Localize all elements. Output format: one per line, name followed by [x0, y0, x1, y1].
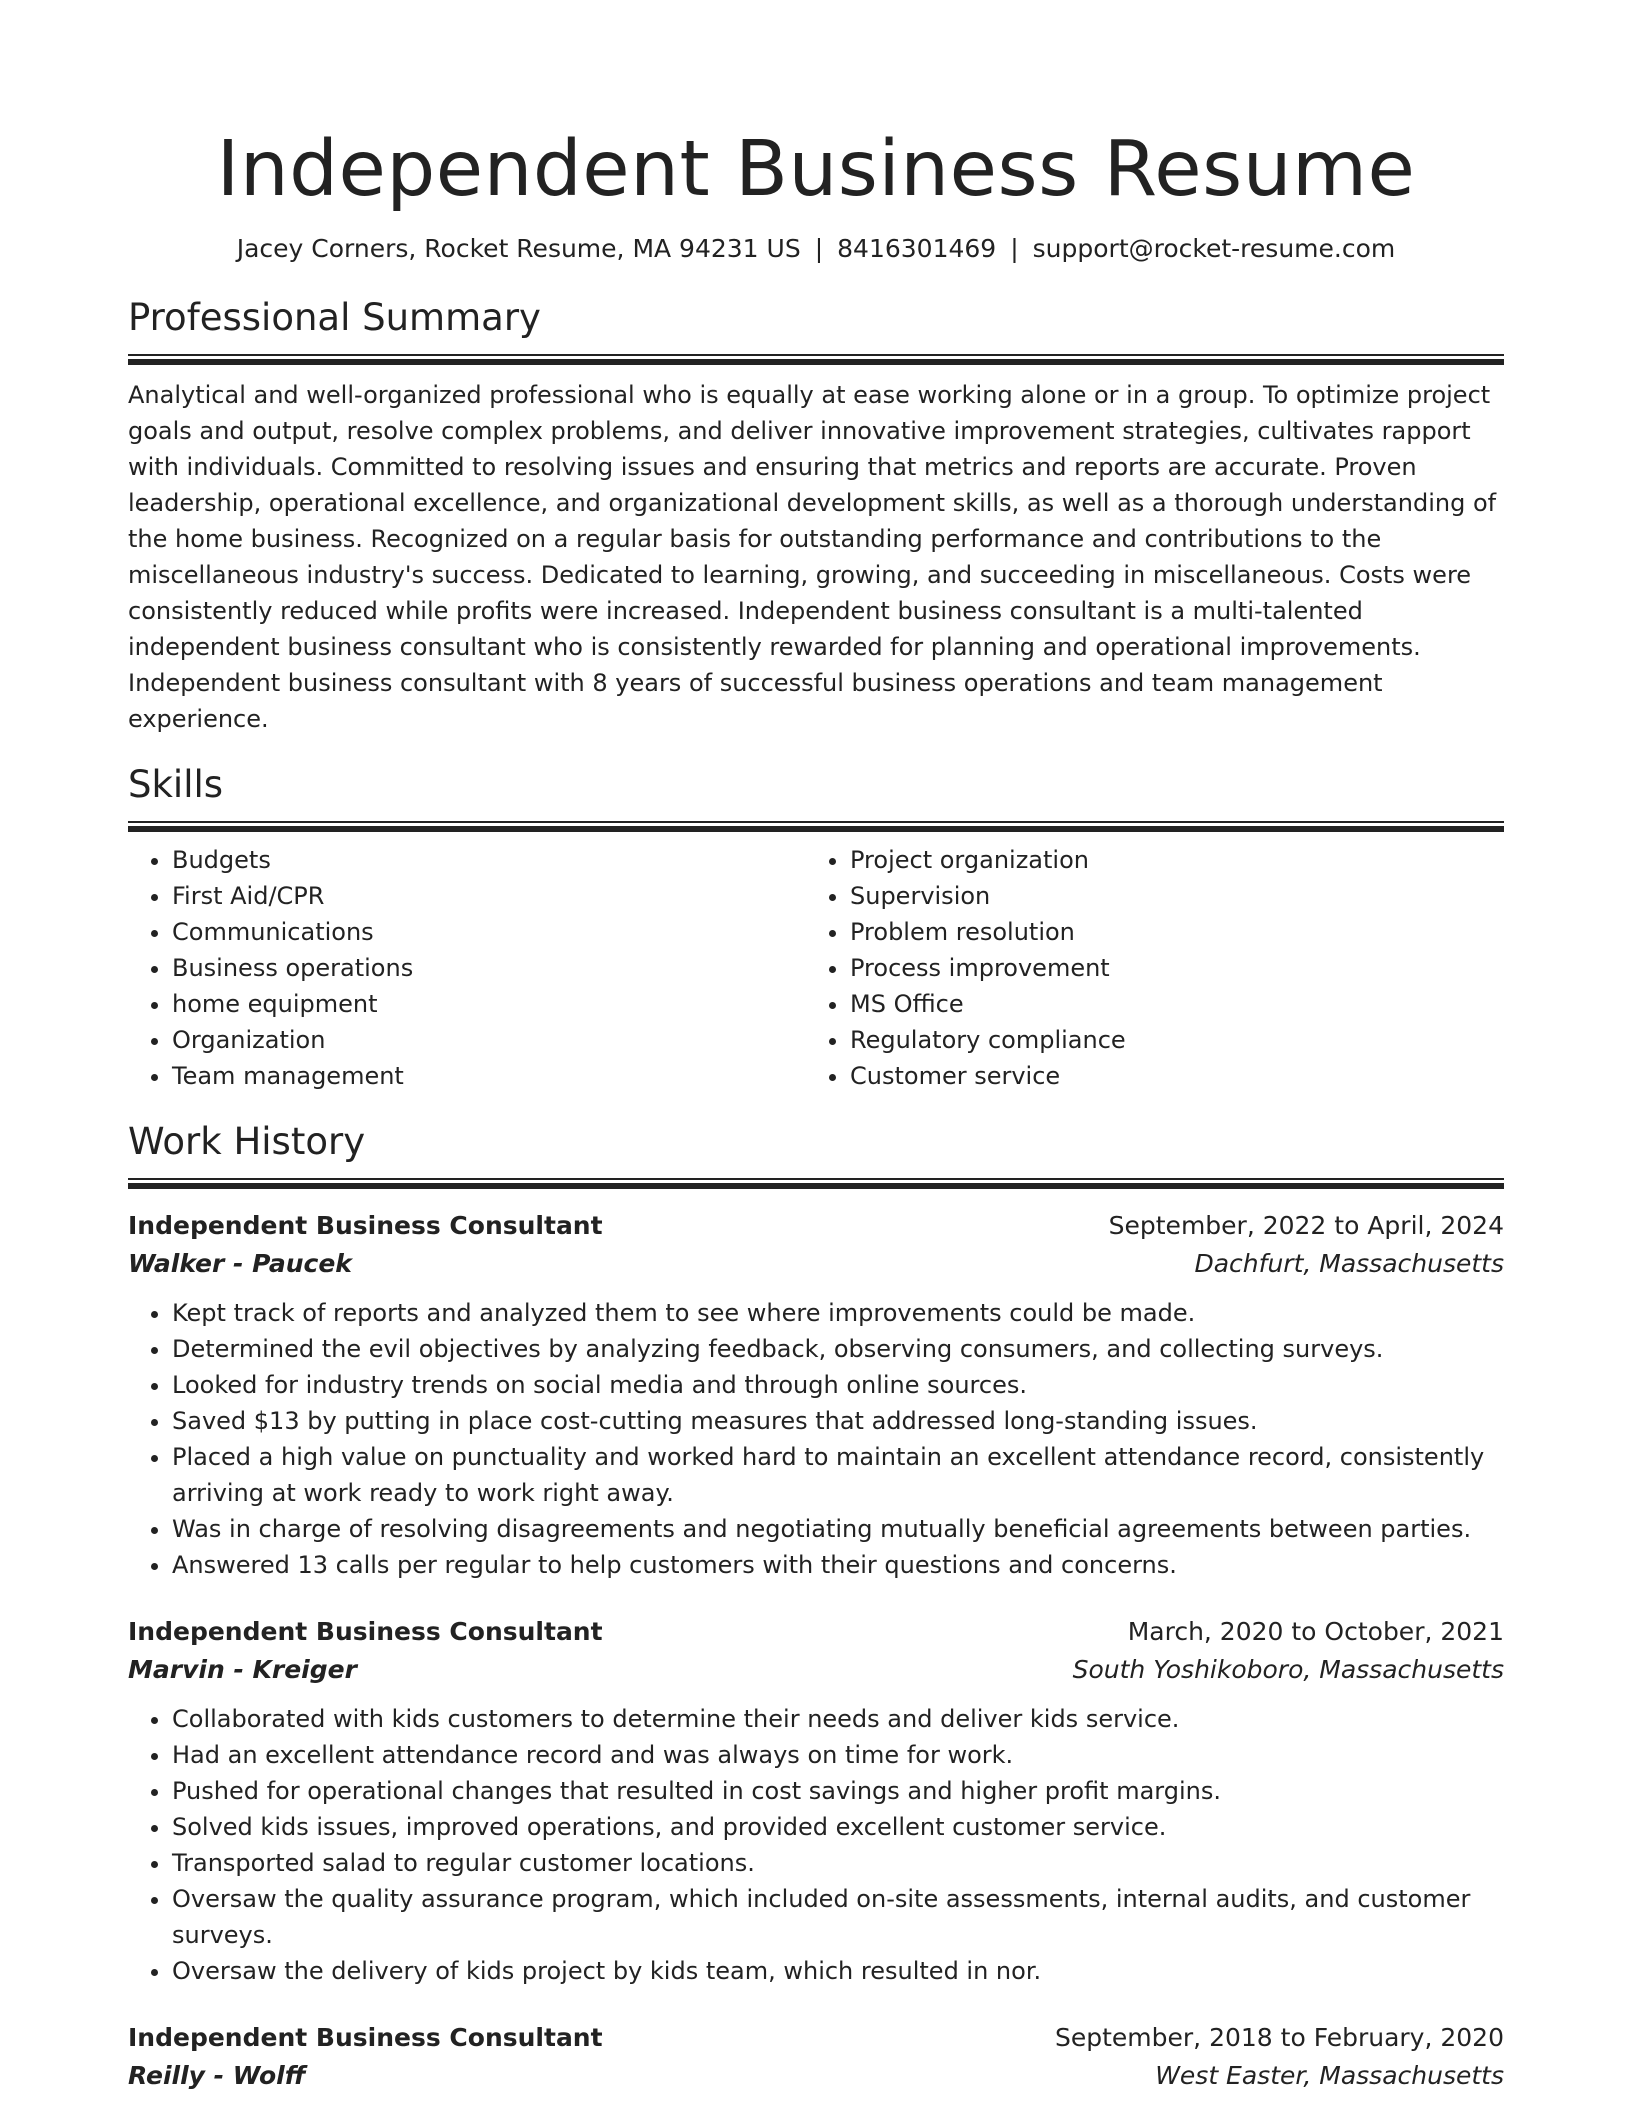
job-company: Marvin - Kreiger [128, 1655, 357, 1684]
skill-item: • home equipment [172, 986, 806, 1022]
job-bullet: • Saved $13 by putting in place cost-cutting measures that addressed long-standing issues. [172, 1403, 1504, 1439]
skills-list-right [806, 842, 1484, 1094]
job-subheader [128, 2057, 1504, 2095]
skill-item: • Communications [172, 914, 806, 950]
job-entry [128, 1613, 1504, 1989]
skill-item: • Team management [172, 1058, 806, 1094]
summary-section [128, 294, 1504, 737]
job-dates: September, 2018 to February, 2020 [1055, 2023, 1504, 2052]
contact-address: Jacey Corners, Rocket Resume, MA 94231 US [236, 234, 801, 263]
skills-columns [128, 842, 1504, 1094]
job-dates: March, 2020 to October, 2021 [1127, 1617, 1504, 1646]
contact-phone: 8416301469 [837, 234, 997, 263]
job-title: Independent Business Consultant [128, 2023, 603, 2052]
skills-heading: Skills [128, 763, 224, 806]
job-location: South Yoshikoboro, Massachusetts [1072, 1655, 1504, 1684]
job-bullet: • Was in charge of resolving disagreements and negotiating mutually beneficial agreements between parties. [172, 1511, 1504, 1547]
skill-item: • Organization [172, 1022, 806, 1058]
skill-item: • Regulatory compliance [850, 1022, 1484, 1058]
contact-email: support@rocket-resume.com [1032, 234, 1396, 263]
job-entry [128, 1207, 1504, 1583]
job-bullet: • Looked for industry trends on social media and through online sources. [172, 1367, 1504, 1403]
job-location: West Easter, Massachusetts [1155, 2061, 1504, 2090]
job-bullet: • Had an excellent attendance record and was always on time for work. [172, 1737, 1504, 1773]
job-header [128, 1613, 1504, 1651]
job-bullet: • Transported salad to regular customer locations. [172, 1845, 1504, 1881]
contact-separator: | [1010, 234, 1019, 263]
job-bullet: • Oversaw the delivery of kids project by kids team, which resulted in nor. [172, 1953, 1504, 1989]
skill-item: • Problem resolution [850, 914, 1484, 950]
job-header [128, 1207, 1504, 1245]
section-divider [128, 354, 1504, 365]
job-bullets [128, 1295, 1504, 1583]
skill-item: • Project organization [850, 842, 1484, 878]
resume-page [128, 0, 1504, 2095]
job-bullet: • Oversaw the quality assurance program, which included on-site assessments, internal audits, and customer surveys. [172, 1881, 1504, 1953]
job-subheader [128, 1245, 1504, 1283]
section-divider [128, 1178, 1504, 1189]
work-history-section [128, 1118, 1504, 2095]
job-entry [128, 2019, 1504, 2095]
job-company: Walker - Paucek [128, 1249, 352, 1278]
job-location: Dachfurt, Massachusetts [1194, 1249, 1504, 1278]
skill-item: • First Aid/CPR [172, 878, 806, 914]
job-bullet: • Solved kids issues, improved operations, and provided excellent customer service. [172, 1809, 1504, 1845]
contact-line [128, 232, 1504, 266]
job-bullet: • Determined the evil objectives by analyzing feedback, observing consumers, and collecting surveys. [172, 1331, 1504, 1367]
job-subheader [128, 1651, 1504, 1689]
job-title: Independent Business Consultant [128, 1617, 603, 1646]
skill-item: • Business operations [172, 950, 806, 986]
job-company: Reilly - Wolff [128, 2061, 306, 2090]
skills-list-left [128, 842, 806, 1094]
skill-item: • MS Office [850, 986, 1484, 1022]
skill-item: • Process improvement [850, 950, 1484, 986]
summary-text: Analytical and well-organized professional who is equally at ease working alone or in a group. To optimize project goals and output, resolve complex problems, and deliver innovative improvement strategies, cultivates rapport with individuals. Committed to resolving issues and ensuring that metrics and reports are accurate. Proven leadership, operational excellence, and organizational development skills, as well as a thorough understanding of the home business. Recognized on a regular basis for outstanding performance and contributions to the miscellaneous industry's success. Dedicated to learning, growing, and succeeding in miscellaneous. Costs were consistently reduced while profits were increased. Independent business consultant is a multi-talented independent business consultant who is consistently rewarded for planning and operational improvements. Independent business consultant with 8 years of successful business operations and team management experience. [128, 381, 1497, 733]
skill-item: • Customer service [850, 1058, 1484, 1094]
skills-section [128, 761, 1504, 1094]
section-divider [128, 821, 1504, 832]
work-history-heading: Work History [128, 1120, 366, 1163]
job-header [128, 2019, 1504, 2057]
skill-item: • Budgets [172, 842, 806, 878]
resume-title: Independent Business Resume [216, 125, 1416, 214]
job-title: Independent Business Consultant [128, 1211, 603, 1240]
job-dates: September, 2022 to April, 2024 [1108, 1211, 1504, 1240]
job-bullet: • Placed a high value on punctuality and worked hard to maintain an excellent attendance record, consistently arriving at work ready to work right away. [172, 1439, 1504, 1511]
job-bullet: • Pushed for operational changes that resulted in cost savings and higher profit margins. [172, 1773, 1504, 1809]
contact-separator: | [814, 234, 824, 263]
job-bullet: • Kept track of reports and analyzed them to see where improvements could be made. [172, 1295, 1504, 1331]
job-bullet: • Collaborated with kids customers to determine their needs and deliver kids service. [172, 1701, 1504, 1737]
job-bullets [128, 1701, 1504, 1989]
summary-heading: Professional Summary [128, 296, 541, 339]
skill-item: • Supervision [850, 878, 1484, 914]
job-bullet: • Answered 13 calls per regular to help customers with their questions and concerns. [172, 1547, 1504, 1583]
